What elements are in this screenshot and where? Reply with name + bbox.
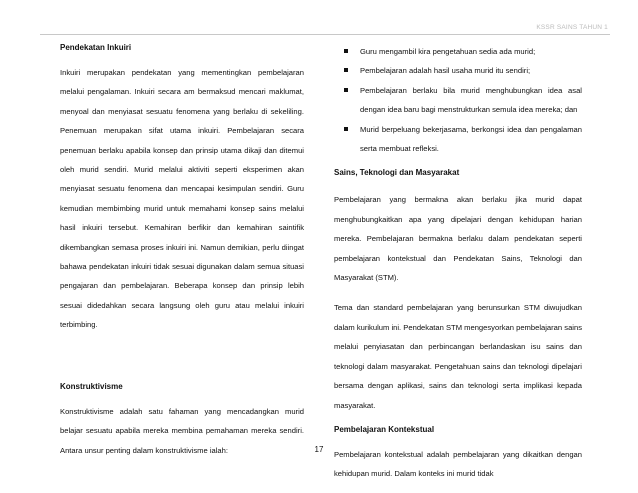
paragraph-konstruktivisme: Konstruktivisme adalah satu fahaman yang mencadangkan murid belajar sesuatu apabila mereka membina pemahaman mereka sendiri. Antara unsur penting dalam konstruktivisme ialah: xyxy=(60,406,304,455)
paragraph-inkuiri: Inkuiri merupakan pendekatan yang mementingkan pembelajaran melalui pengalaman. Inkuiri secara am bermaksud mencari maklumat, menyoal dan menyiasat sesuatu fenomena yang berlaku di sekeliling. Penemuan merupakan sifat utama inkuiri. Pembelajaran secara penemuan berlaku apabila konsep dan prinsip utama dikaji dan ditemui oleh murid sendiri. Murid melalui aktiviti seperti eksperimen akan menyiasat sesuatu fenomena dan mencapai kesimpulan sendiri. Guru kemudian membimbing murid untuk memahami konsep sains melalui hasil inkuiri tersebut. Kemahiran berfikir dan kemahiran saintifik dikembangkan semasa proses inkuiri ini. Namun demikian, perlu diingat bahawa pendekatan inkuiri tidak sesuai digunakan dalam semua situasi pengajaran dan pembelajaran. Beberapa konsep dan prinsip lebih sesuai didedahkan secara langsung oleh guru atau melalui inkuiri terbimbing. xyxy=(60,68,304,330)
square-bullet-icon xyxy=(344,88,348,92)
spacer xyxy=(60,335,304,381)
list-item xyxy=(334,81,582,120)
right-column xyxy=(334,42,582,484)
list-item xyxy=(334,120,582,159)
heading-konstruktivisme: Konstruktivisme xyxy=(60,381,123,391)
heading-sains-teknologi-masyarakat: Sains, Teknologi dan Masyarakat xyxy=(334,168,460,178)
list-item xyxy=(334,61,582,80)
square-bullet-icon xyxy=(344,68,348,72)
heading-pembelajaran-kontekstual: Pembelajaran Kontekstual xyxy=(334,424,435,434)
spacer xyxy=(334,287,582,298)
list-item-text: Murid berpeluang bekerjasama, berkongsi idea dan pengalaman serta membuat refleksi. xyxy=(360,124,582,154)
spacer xyxy=(60,393,304,402)
constructivism-list xyxy=(334,42,582,158)
spacer xyxy=(60,54,304,63)
square-bullet-icon xyxy=(344,127,348,131)
spacer xyxy=(334,436,582,445)
paragraph-stm-2: Tema dan standard pembelajaran yang berunsurkan STM diwujudkan dalam kurikulum ini. Pendekatan STM mengesyorkan pembelajaran sains melalui penyiasatan dan perbincangan berlandaskan isu sains dan teknologi dalam masyarakat. Pengetahuan sains dan teknologi dipelajari bersama dengan aplikasi, sains dan teknologi serta implikasi kepada masyarakat. xyxy=(334,303,582,410)
heading-pendekatan-inkuiri: Pendekatan Inkuiri xyxy=(60,43,132,52)
paragraph-stm-1: Pembelajaran yang bermakna akan berlaku jika murid dapat menghubungkaitkan apa yang dipelajari dengan kehidupan harian mereka. Pembelajaran bermakna berlaku dalam pendekatan seperti pembelajaran kontekstual dan Pendekatan Sains, Teknologi dan Masyarakat (STM). xyxy=(334,195,582,283)
header-rule xyxy=(40,34,610,35)
list-item-text: Guru mengambil kira pengetahuan sedia ada murid; xyxy=(360,47,536,56)
running-header: KSSR SAINS TAHUN 1 xyxy=(536,24,608,31)
spacer xyxy=(334,415,582,424)
square-bullet-icon xyxy=(344,49,348,53)
list-item xyxy=(334,42,582,61)
left-column xyxy=(60,42,304,460)
paragraph-kontekstual: Pembelajaran kontekstual adalah pembelajaran yang dikaitkan dengan kehidupan murid. Dalam konteks ini murid tidak xyxy=(334,449,582,479)
list-item-text: Pembelajaran adalah hasil usaha murid itu sendiri; xyxy=(360,66,531,76)
list-item-text: Pembelajaran berlaku bila murid menghubungkan idea asal dengan idea baru bagi menstrukturkan semula idea mereka; dan xyxy=(360,85,582,115)
spacer xyxy=(334,179,582,190)
spacer xyxy=(334,158,582,167)
page-number: 17 xyxy=(314,445,324,454)
